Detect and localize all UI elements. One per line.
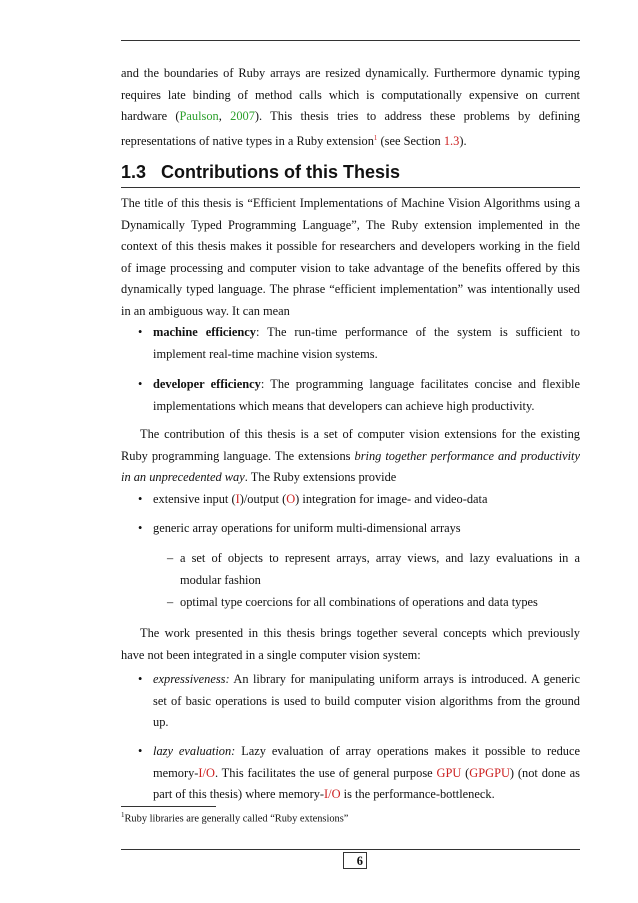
list-item-term: developer efficiency (153, 377, 261, 391)
list-item-lazy-evaluation (138, 741, 580, 806)
footnote-mark-link[interactable]: 1 (373, 133, 378, 142)
list-item-expressiveness (138, 669, 580, 734)
footnote-rule (121, 806, 216, 807)
page-number: 6 (343, 852, 367, 869)
list-item-text: : The run-time performance of the system is sufficient to implement real-time machine vision systems. (153, 325, 581, 361)
acronym-gpgpu-link[interactable]: GPGPU (469, 765, 510, 780)
citation-author-link[interactable]: Paulson (179, 109, 219, 123)
text: a set of objects to represent arrays, array views, and lazy evaluations in a modular fashion (180, 551, 580, 587)
acronym-io-link[interactable]: I/O (324, 787, 341, 801)
text: . This facilitates the use of general purpose (214, 765, 437, 780)
text: extensive input ( (153, 492, 236, 506)
section-heading (121, 162, 580, 183)
text: Lazy evaluation of array operations makes it possible to reduce memory- (153, 744, 580, 780)
list-item-io-integration (138, 489, 580, 511)
dash: – (167, 595, 174, 609)
bullet: • (138, 492, 143, 506)
footnote-text: Ruby libraries are generally called “Ruby extensions” (124, 813, 349, 825)
dash: – (167, 551, 174, 565)
list-item-term: expressiveness: (153, 672, 230, 686)
list-item-text: An library for manipulating uniform arrays is introduced. A generic set of basic operations is used to build computer vision algorithms from the ground up. (153, 672, 580, 729)
bullet: • (138, 744, 143, 758)
paragraph-contribution (121, 424, 580, 489)
text: ) integration for image- and video-data (295, 492, 488, 506)
acronym-i-link[interactable]: I (235, 492, 240, 506)
text: optimal type coercions for all combinations of operations and data types (180, 595, 538, 609)
text: , (218, 109, 231, 123)
bullet: • (138, 377, 143, 391)
bullet: • (138, 325, 143, 339)
text: . The Ruby extensions provide (244, 470, 397, 484)
text: (see Section (377, 133, 444, 148)
text: and the boundaries of Ruby arrays are resized dynamically. Furthermore dynamic typing requires late binding of method calls which is computationally expensive on current hardware ( (121, 66, 580, 123)
text: ( (461, 765, 470, 780)
sub-list-item (167, 592, 580, 614)
text: ) (not done as part of this thesis) where memory- (153, 765, 580, 801)
acronym-gpu-link[interactable]: GPU (436, 765, 462, 780)
footer-rule (121, 849, 580, 850)
citation-year-link[interactable]: 2007 (230, 109, 255, 123)
text: ). This thesis tries to address these problems by defining representations of native types in a Ruby extension (121, 109, 580, 148)
section-ref-link[interactable]: 1.3 (443, 133, 460, 148)
text: is the performance-bottleneck. (340, 787, 495, 801)
footnote (121, 808, 348, 826)
paragraph-intro: The title of this thesis is “Efficient Implementations of Machine Vision Algorithms using a Dynamically Typed Programming Language”, The Ruby extension implemented in the context of this thesis makes it possible for researchers and developers working in the field of image processing and computer vision to take advantage of the benefits offered by this dynamically typed language. The phrase “efficient implementation” was intentionally used in an ambiguous way. It can mean (121, 196, 580, 318)
paragraph-concepts: The work presented in this thesis brings together several concepts which previously have not been integrated in a single computer vision system: (121, 626, 580, 662)
list-item-term: lazy evaluation: (153, 744, 236, 758)
section-title: Contributions of this Thesis (161, 162, 401, 182)
list-item-term: machine efficiency (153, 325, 256, 339)
acronym-o-link[interactable]: O (286, 492, 296, 506)
list-item-array-operations (138, 518, 580, 540)
list-item-text: : The programming language facilitates concise and flexible implementations which means that developers can achieve high productivity. (153, 377, 580, 413)
section-number: 1.3 (121, 162, 147, 182)
footnote-mark: 1 (121, 811, 125, 819)
text: )/output ( (239, 492, 287, 506)
text: ). (459, 133, 467, 148)
emphasis: bring together performance and productivity in an unprecedented way (121, 448, 580, 484)
text: The contribution of this thesis is a set of computer vision extensions for the existing Ruby programming language. The extensions (121, 427, 580, 463)
bullet: • (138, 521, 143, 535)
sub-list-item (167, 548, 580, 591)
header-rule (121, 40, 580, 41)
text: generic array operations for uniform multi-dimensional arrays (153, 521, 461, 535)
list-item-developer-efficiency (138, 374, 580, 417)
bullet: • (138, 672, 143, 686)
section-heading-rule (121, 187, 580, 188)
acronym-io-link[interactable]: I/O (198, 765, 215, 780)
list-item-machine-efficiency (138, 322, 581, 365)
paragraph-top (121, 63, 580, 152)
